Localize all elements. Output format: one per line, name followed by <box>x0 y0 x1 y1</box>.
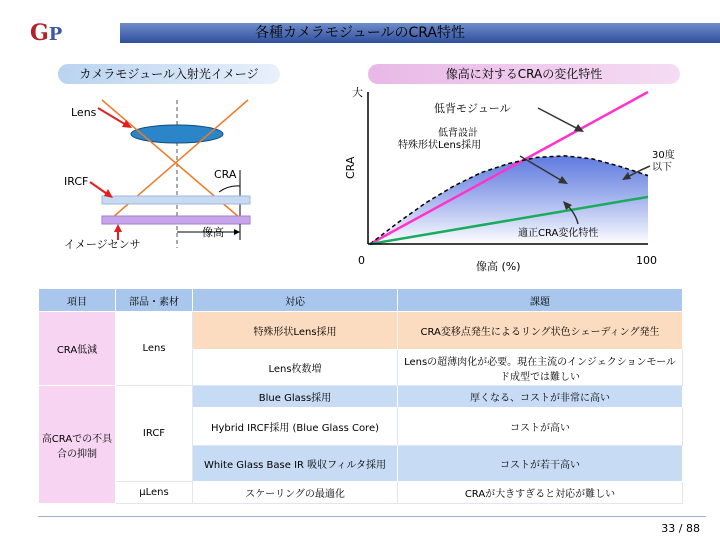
right-panel-heading: 像高に対するCRAの変化特性 <box>368 64 680 84</box>
cell-measure: Lens枚数増 <box>193 350 398 386</box>
annotation-low-module-arrow <box>538 108 580 130</box>
company-logo: GP <box>30 20 63 46</box>
y-axis-label: CRA <box>344 156 357 179</box>
cell-measure: 特殊形状Lens採用 <box>193 312 398 350</box>
table-row <box>39 482 683 504</box>
cell-measure: Hybrid IRCF採用 (Blue Glass Core) <box>193 408 398 446</box>
cell-issue: CRA変移点発生によるリング状色シェーディング発生 <box>398 312 683 350</box>
page-number: 33 / 88 <box>661 522 700 535</box>
sensor-label: イメージセンサ <box>64 238 141 251</box>
cell-part: Lens <box>116 312 193 386</box>
annotation-30deg-2: 以下 <box>652 162 672 173</box>
slide-title: 各種カメラモジュールのCRA特性 <box>255 25 465 41</box>
cell-issue: Lensの超薄肉化が必要。現在主流のインジェクションモールド成型では難しい <box>398 350 683 386</box>
header-issue: 課題 <box>398 289 683 312</box>
x-zero-label: 0 <box>358 254 365 267</box>
x-max-label: 100 <box>636 254 657 267</box>
cra-arc <box>219 186 240 192</box>
slide-header <box>0 0 720 44</box>
header-item: 項目 <box>39 289 116 312</box>
lens-label: Lens <box>71 106 97 119</box>
x-axis-label: 像高 (%) <box>476 260 521 273</box>
cell-issue: コストが高い <box>398 408 683 446</box>
y-max-label: 大 <box>352 86 363 99</box>
cell-issue: コストが若干高い <box>398 446 683 482</box>
table-row <box>39 312 683 350</box>
lens-pointer-arrow <box>98 108 128 126</box>
cell-item: 高CRAでの不具合の抑制 <box>39 386 116 504</box>
cell-part: μLens <box>116 482 193 504</box>
annotation-30deg-1: 30度 <box>652 150 675 161</box>
cell-measure: White Glass Base IR 吸収フィルタ採用 <box>193 446 398 482</box>
annotation-low-design-1: 低背設計 <box>438 128 478 139</box>
table-header-row <box>39 289 683 312</box>
image-sensor <box>102 216 250 224</box>
cra-label: CRA <box>214 168 237 181</box>
left-panel-heading: カメラモジュール入射光イメージ <box>58 64 280 84</box>
image-height-label: 像高 <box>202 226 224 239</box>
footer-divider <box>38 516 706 517</box>
header-measure: 対応 <box>193 289 398 312</box>
cell-part: IRCF <box>116 386 193 482</box>
cell-issue: 厚くなる、コストが非常に高い <box>398 386 683 408</box>
cell-issue: CRAが大きすぎると対応が難しい <box>398 482 683 504</box>
cell-measure: Blue Glass採用 <box>193 386 398 408</box>
cra-chart <box>330 84 710 280</box>
lens-diagram <box>40 90 280 260</box>
annotation-low-design-2: 特殊形状Lens採用 <box>398 140 482 151</box>
cell-measure: スケーリングの最適化 <box>193 482 398 504</box>
annotation-low-module: 低背モジュール <box>434 102 511 115</box>
header-part: 部品・素材 <box>116 289 193 312</box>
ircf-label: IRCF <box>64 175 89 188</box>
annotation-proper: 適正CRA変化特性 <box>518 228 599 239</box>
issue-table <box>38 288 683 504</box>
table-row <box>39 386 683 408</box>
cell-item: CRA低減 <box>39 312 116 386</box>
ircf-filter <box>102 196 250 204</box>
